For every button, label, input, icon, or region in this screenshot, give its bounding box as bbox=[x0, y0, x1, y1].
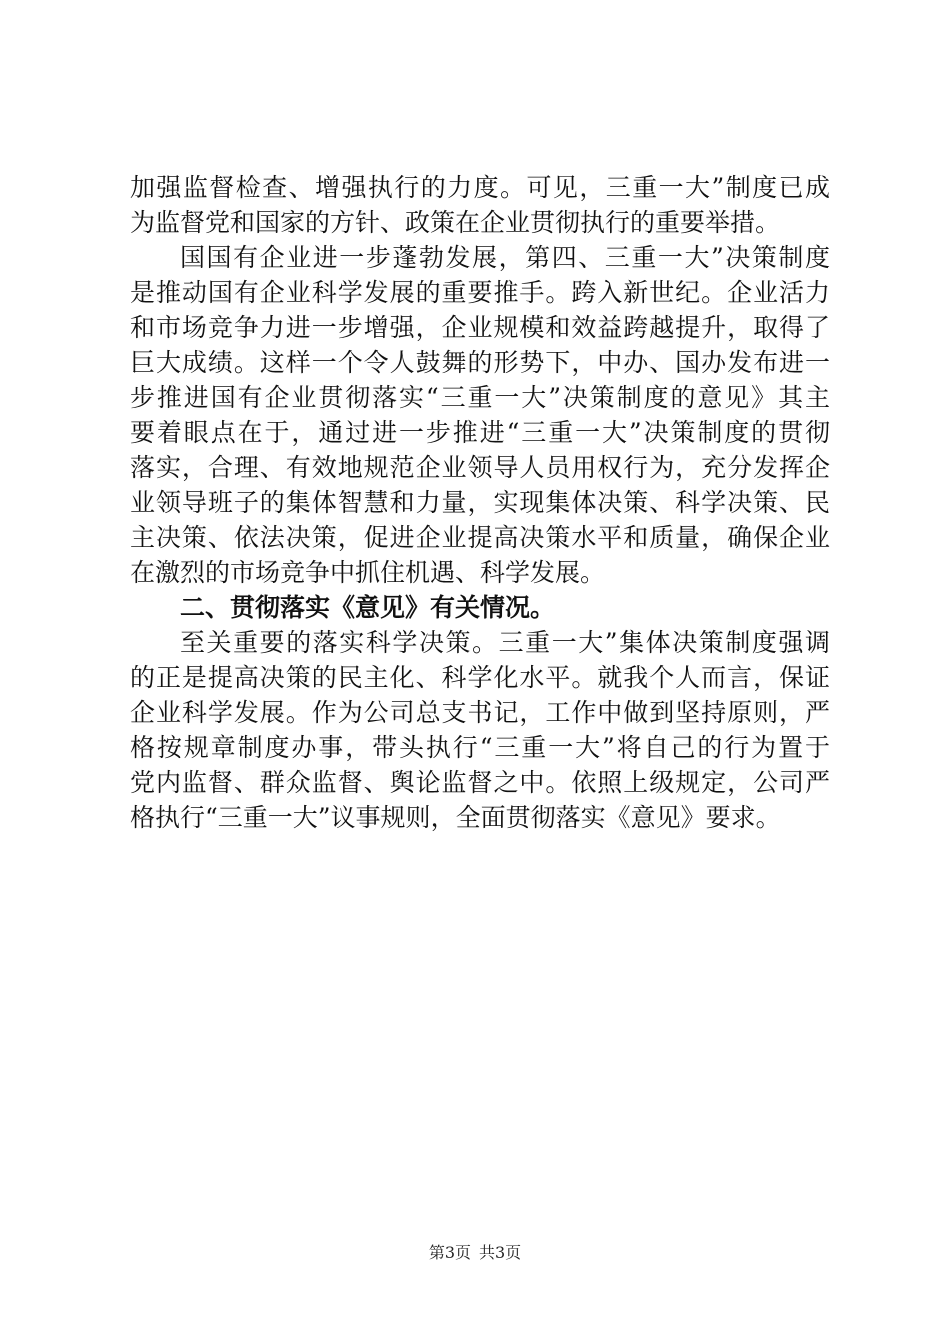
text-line: 要着眼点在于，通过进一步推进“三重一大”决策制度的贯彻 bbox=[130, 418, 830, 447]
text-line: 巨大成绩。这样一个令人鼓舞的形势下，中办、国办发布进一 bbox=[130, 348, 830, 377]
text-line: 的正是提高决策的民主化、科学化水平。就我个人而言，保证 bbox=[130, 663, 830, 692]
text-line: 在激烈的市场竞争中抓住机遇、科学发展。 bbox=[130, 558, 606, 587]
page-number: 第3页 bbox=[428, 1243, 471, 1262]
text-line: 落实，合理、有效地规范企业领导人员用权行为，充分发挥企 bbox=[130, 453, 830, 482]
text-line: 格按规章制度办事，带头执行“三重一大”将自己的行为置于 bbox=[130, 733, 830, 762]
page-total: 共3页 bbox=[479, 1243, 522, 1262]
text-line: 格执行“三重一大”议事规则，全面贯彻落实《意见》要求。 bbox=[130, 803, 781, 832]
page-footer bbox=[0, 1243, 950, 1263]
document-body bbox=[130, 170, 830, 835]
text-line: 企业科学发展。作为公司总支书记，工作中做到坚持原则，严 bbox=[130, 698, 830, 727]
text-line: 加强监督检查、增强执行的力度。可见，三重一大”制度已成 bbox=[130, 173, 830, 202]
section-heading: 二、贯彻落实《意见》有关情况。 bbox=[180, 593, 556, 622]
text-line: 党内监督、群众监督、舆论监督之中。依照上级规定，公司严 bbox=[130, 768, 830, 797]
text-line: 主决策、依法决策，促进企业提高决策水平和质量，确保企业 bbox=[130, 523, 830, 552]
text-line: 是推动国有企业科学发展的重要推手。跨入新世纪。企业活力 bbox=[130, 278, 830, 307]
text-line: 至关重要的落实科学决策。三重一大”集体决策制度强调 bbox=[180, 628, 830, 657]
text-line: 国国有企业进一步蓬勃发展，第四、三重一大”决策制度 bbox=[180, 243, 830, 272]
text-line: 和市场竞争力进一步增强，企业规模和效益跨越提升，取得了 bbox=[130, 313, 830, 342]
text-line: 为监督党和国家的方针、政策在企业贯彻执行的重要举措。 bbox=[130, 208, 781, 237]
text-line: 步推进国有企业贯彻落实“三重一大”决策制度的意见》其主 bbox=[130, 383, 830, 412]
text-line: 业领导班子的集体智慧和力量，实现集体决策、科学决策、民 bbox=[130, 488, 830, 517]
